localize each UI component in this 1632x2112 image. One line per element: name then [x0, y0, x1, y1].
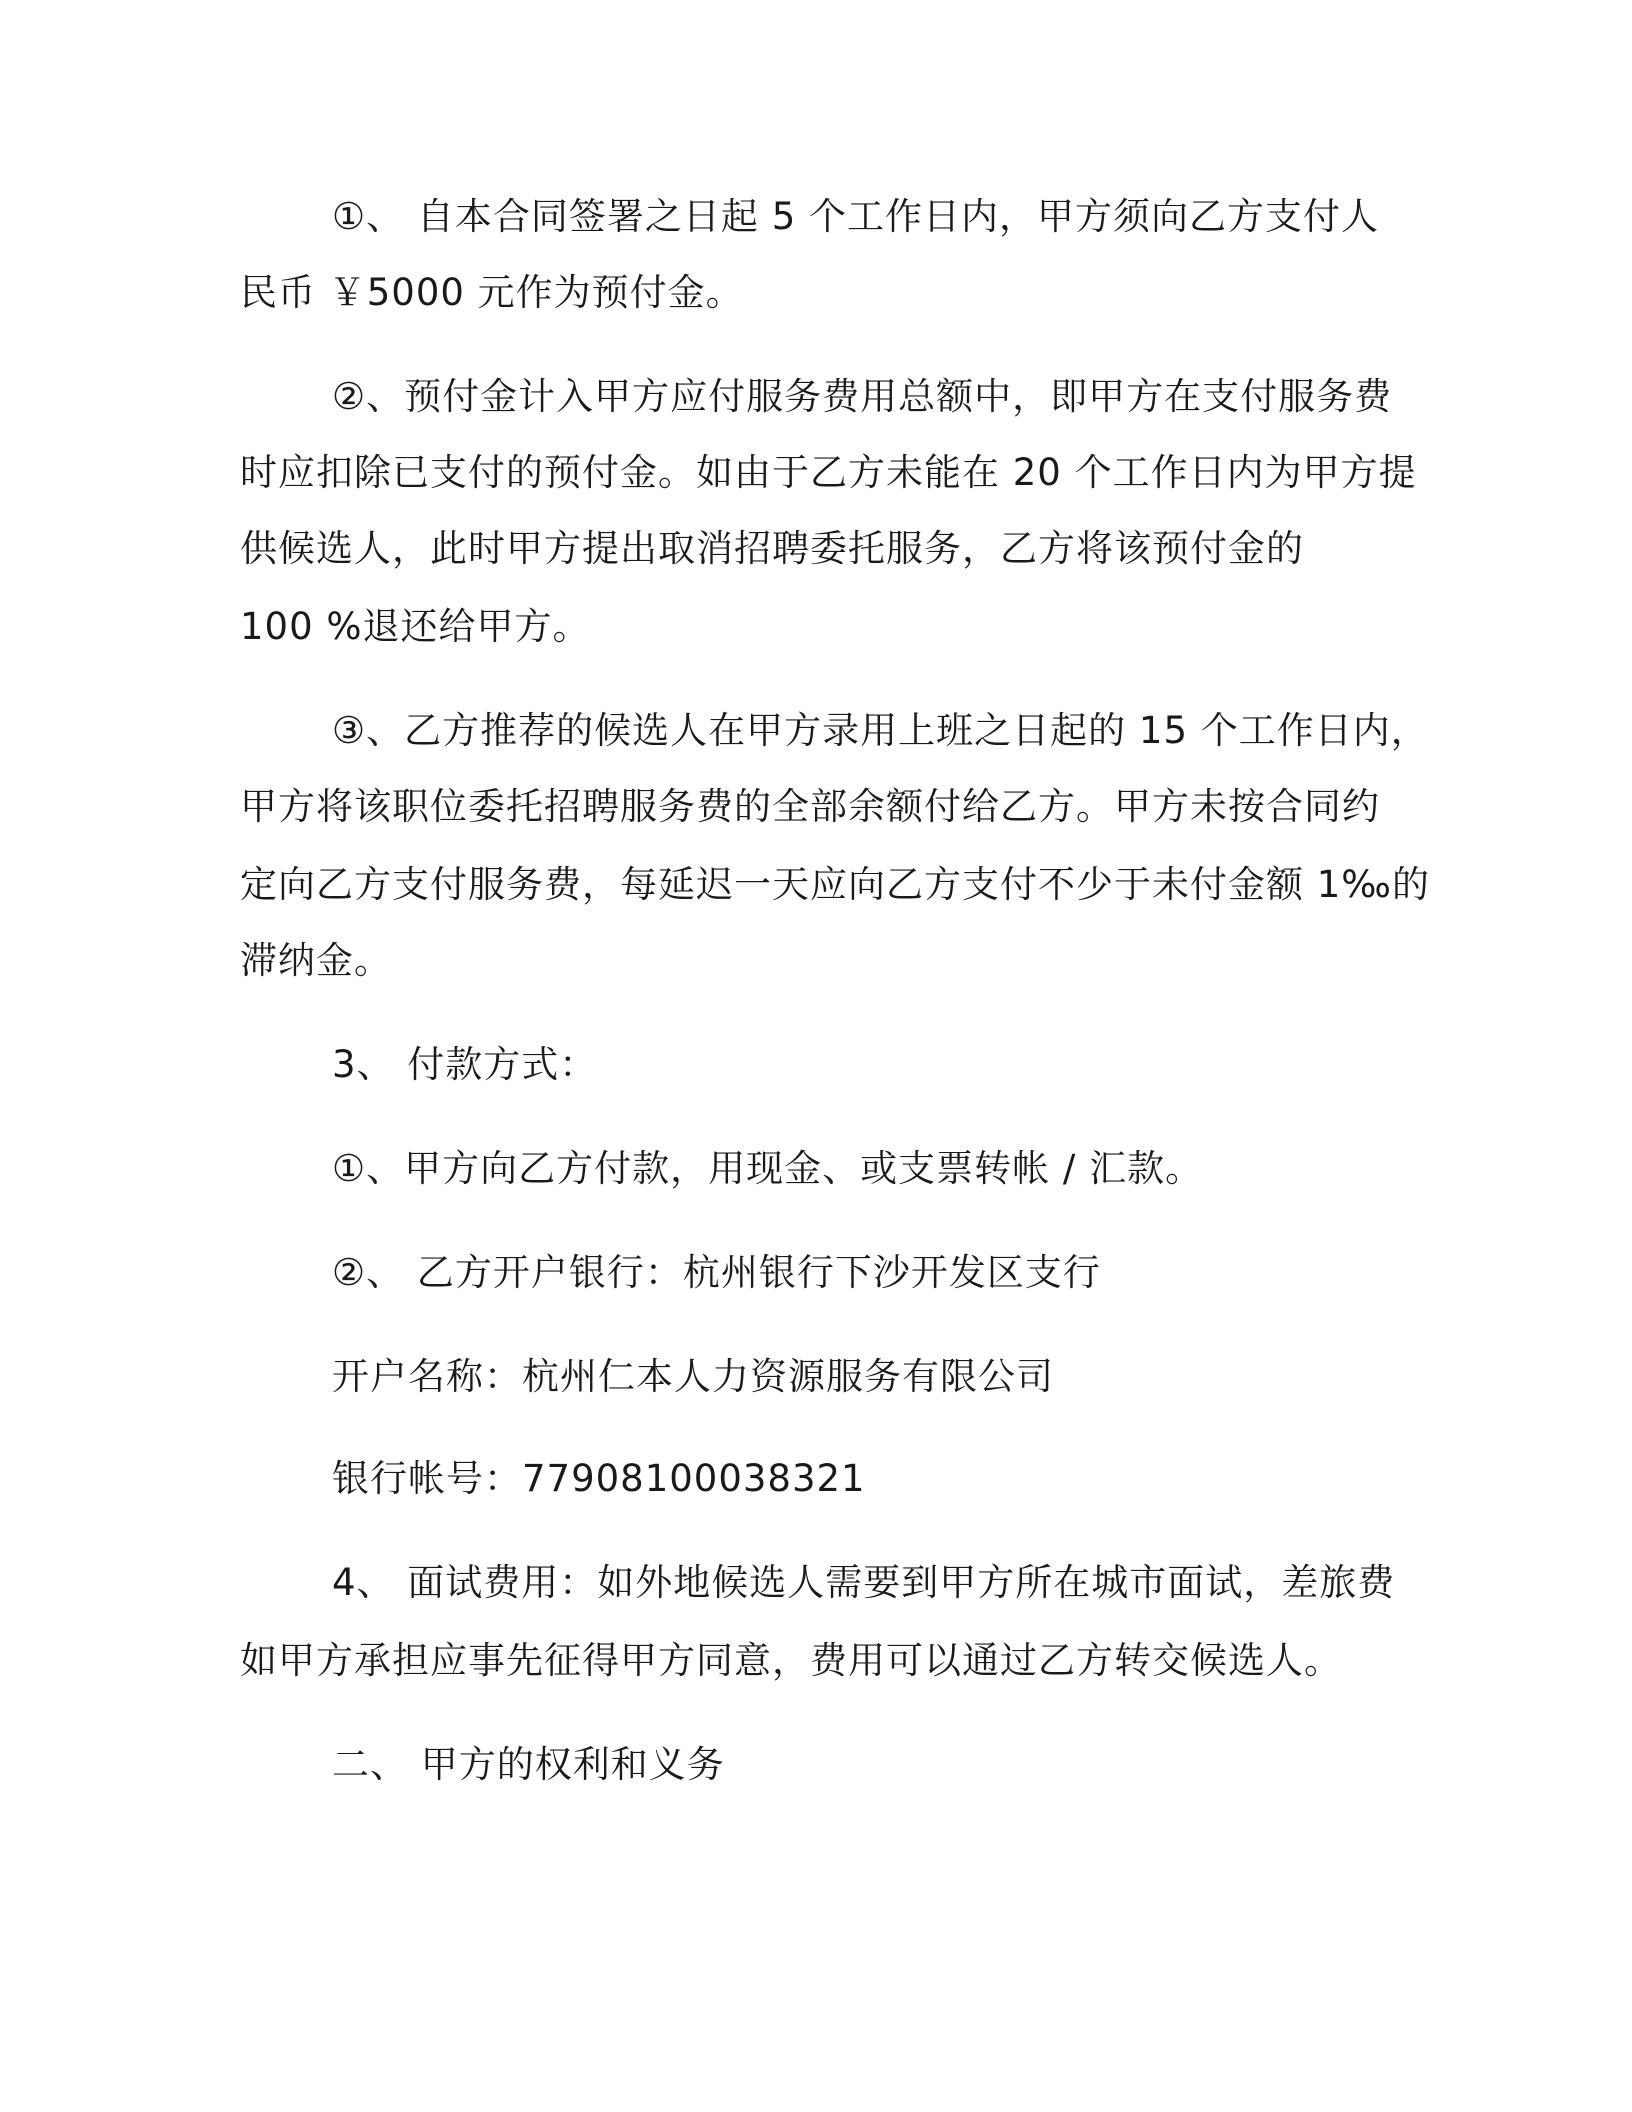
section-heading-party-a-rights: 二、 甲方的权利和义务: [332, 1743, 725, 1786]
account-number: 银行帐号：77908100038321: [332, 1457, 866, 1500]
text-line: ③、乙方推荐的候选人在甲方录用上班之日起的 15 个工作日内，: [332, 709, 1429, 752]
text-line: 滞纳金。: [240, 939, 392, 982]
account-name: 开户名称：杭州仁本人力资源服务有限公司: [332, 1355, 1054, 1398]
text-line: ②、预付金计入甲方应付服务费用总额中，即甲方在支付服务费: [332, 375, 1393, 418]
text-line: 100 %退还给甲方。: [240, 605, 591, 648]
text-line: 定向乙方支付服务费，每延迟一天应向乙方支付不少于未付金额 1‰的: [240, 863, 1430, 906]
text-line: 民币 ￥5000 元作为预付金。: [240, 271, 744, 314]
section-heading-payment-method: 3、 付款方式：: [332, 1043, 598, 1086]
text-line: ①、 自本合同签署之日起 5 个工作日内，甲方须向乙方支付人: [332, 195, 1379, 238]
bank-name: ②、 乙方开户银行：杭州银行下沙开发区支行: [332, 1251, 1101, 1294]
text-line: 时应扣除已支付的预付金。如由于乙方未能在 20 个工作日内为甲方提: [240, 451, 1417, 494]
payment-method-item: ①、甲方向乙方付款，用现金、或支票转帐 / 汇款。: [332, 1147, 1204, 1190]
text-line: 供候选人，此时甲方提出取消招聘委托服务，乙方将该预付金的: [240, 527, 1304, 570]
text-line: 如甲方承担应事先征得甲方同意，费用可以通过乙方转交候选人。: [240, 1639, 1342, 1682]
text-line: 甲方将该职位委托招聘服务费的全部余额付给乙方。甲方未按合同约: [240, 785, 1380, 828]
text-line: 4、 面试费用：如外地候选人需要到甲方所在城市面试，差旅费: [332, 1561, 1396, 1604]
